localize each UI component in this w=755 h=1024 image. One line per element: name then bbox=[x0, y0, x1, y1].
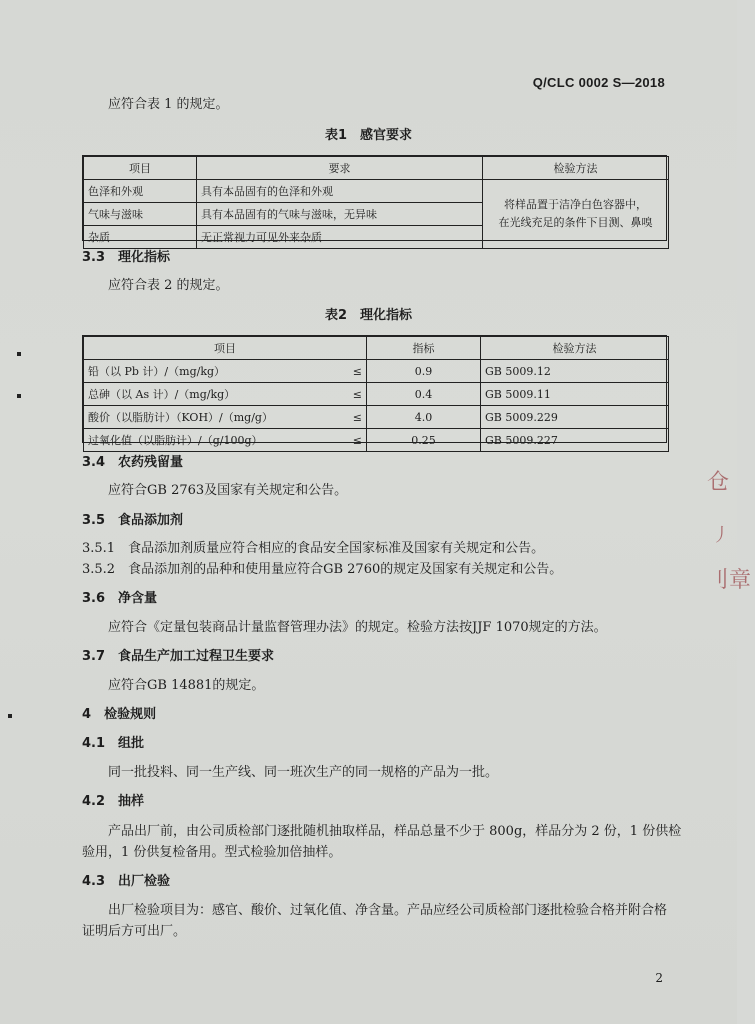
section-number: 3.3 bbox=[82, 250, 106, 265]
section-title: 组批 bbox=[118, 736, 145, 751]
section-4-2-heading bbox=[82, 792, 144, 812]
section-title: 抽样 bbox=[118, 794, 145, 809]
section-number: 4.1 bbox=[82, 736, 106, 751]
table2-row-value: 0.9 bbox=[367, 360, 481, 383]
section-3-5-heading bbox=[82, 511, 183, 531]
table2-row-item: 过氧化值（以脂肪计）/（g/100g） bbox=[84, 429, 340, 452]
table-row bbox=[84, 406, 669, 429]
section-title: 理化指标 bbox=[118, 250, 171, 265]
table-row bbox=[84, 383, 669, 406]
section-3-5-2-line bbox=[82, 560, 562, 580]
section-title: 出厂检验 bbox=[118, 874, 171, 889]
scan-mark bbox=[17, 352, 21, 356]
table1-row-item: 气味与滋味 bbox=[84, 203, 197, 226]
scan-mark bbox=[17, 394, 21, 398]
physicochemical-table-header bbox=[84, 337, 669, 360]
table1-method bbox=[483, 180, 669, 249]
table-row bbox=[84, 180, 669, 203]
table2-header-value: 指标 bbox=[367, 337, 481, 360]
section-number: 3.4 bbox=[82, 455, 106, 470]
section-3-6-text: 应符合《定量包装商品计量监督管理办法》的规定。检验方法按JJF 1070规定的方法。 bbox=[108, 620, 607, 635]
section-4-3-heading bbox=[82, 872, 170, 892]
section-number: 3.7 bbox=[82, 649, 106, 664]
physicochemical-table bbox=[82, 335, 667, 447]
subsection-text: 食品添加剂质量应符合相应的食品安全国家标准及国家有关规定和公告。 bbox=[128, 541, 545, 556]
table1-title: 表1 感官要求 bbox=[324, 128, 413, 143]
sensory-table bbox=[82, 155, 667, 244]
red-seal-stamp bbox=[707, 470, 755, 615]
table1-row-requirement: 具有本品固有的气味与滋味，无异味 bbox=[197, 203, 483, 226]
table2-row-value: 4.0 bbox=[367, 406, 481, 429]
table2-row-method: GB 5009.229 bbox=[481, 406, 669, 429]
table2-title: 表2 理化指标 bbox=[324, 308, 413, 323]
seal-char-2: 丿 bbox=[712, 525, 730, 546]
section-number: 3.5 bbox=[82, 513, 106, 528]
page-number: 2 bbox=[655, 971, 663, 985]
table2-row-symbol: ≤ bbox=[340, 406, 367, 429]
section-number: 4.2 bbox=[82, 794, 106, 809]
table1-row-requirement: 具有本品固有的色泽和外观 bbox=[197, 180, 483, 203]
section-3-3-heading bbox=[82, 248, 170, 268]
section-4-1-text: 同一批投料、同一生产线、同一班次生产的同一规格的产品为一批。 bbox=[108, 765, 499, 780]
section-4-3-line1: 出厂检验项目为：感官、酸价、过氧化值、净含量。产品应经公司质检部门逐批检验合格并附合格 bbox=[108, 903, 668, 918]
table2-row-method: GB 5009.227 bbox=[481, 429, 669, 452]
subsection-number: 3.5.1 bbox=[82, 541, 116, 556]
subsection-text: 食品添加剂的品种和使用量应符合GB 2760的规定及国家有关规定和公告。 bbox=[128, 562, 563, 577]
table1-header-item: 项目 bbox=[84, 157, 197, 180]
section-4-2-line1: 产品出厂前，由公司质检部门逐批随机抽取样品，样品总量不少于 800g，样品分为 2 份，1 份供检 bbox=[108, 824, 682, 839]
table2-row-symbol: ≤ bbox=[340, 383, 367, 406]
seal-char-1: 仓 bbox=[707, 470, 730, 495]
section-3-5-1-line bbox=[82, 539, 544, 559]
section-3-4-text: 应符合GB 2763及国家有关规定和公告。 bbox=[108, 483, 348, 498]
table2-row-item: 酸价（以脂肪计）（KOH）/（mg/g） bbox=[84, 406, 340, 429]
section-title: 检验规则 bbox=[104, 707, 157, 722]
section-4-2-line2: 验用，1 份供复检备用。型式检验加倍抽样。 bbox=[82, 845, 342, 860]
scan-mark bbox=[8, 714, 12, 718]
table2-row-value: 0.25 bbox=[367, 429, 481, 452]
table2-header-item: 项目 bbox=[84, 337, 367, 360]
section-3-7-text: 应符合GB 14881的规定。 bbox=[108, 678, 265, 693]
seal-char-3: 刂章 bbox=[707, 568, 752, 593]
section-number: 3.6 bbox=[82, 591, 106, 606]
table-row bbox=[84, 360, 669, 383]
table1-method-line1: 将样品置于洁净白色容器中， bbox=[504, 198, 647, 211]
table2-row-symbol: ≤ bbox=[340, 429, 367, 452]
table1-method-line2: 在光线充足的条件下目测、鼻嗅 bbox=[498, 216, 653, 229]
table2-row-item: 总砷（以 As 计）/（mg/kg） bbox=[84, 383, 340, 406]
section-title: 净含量 bbox=[118, 591, 158, 606]
section-4-heading bbox=[82, 705, 156, 725]
table1-row-item: 色泽和外观 bbox=[84, 180, 197, 203]
table2-row-method: GB 5009.11 bbox=[481, 383, 669, 406]
section-title: 农药残留量 bbox=[118, 455, 184, 470]
table2-row-value: 0.4 bbox=[367, 383, 481, 406]
section-title: 食品生产加工过程卫生要求 bbox=[118, 649, 275, 664]
section-3-3-text: 应符合表 2 的规定。 bbox=[108, 278, 229, 293]
document-code: Q/CLC 0002 S—2018 bbox=[532, 75, 665, 90]
section-3-7-heading bbox=[82, 647, 274, 667]
sensory-table-header bbox=[84, 157, 669, 180]
table2-row-symbol: ≤ bbox=[340, 360, 367, 383]
table1-header-requirement: 要求 bbox=[197, 157, 483, 180]
table2-row-method: GB 5009.12 bbox=[481, 360, 669, 383]
section-title: 食品添加剂 bbox=[118, 513, 184, 528]
table1-row-requirement: 无正常视力可见外来杂质 bbox=[197, 226, 483, 249]
section-number: 4.3 bbox=[82, 874, 106, 889]
table-row bbox=[84, 429, 669, 452]
section-3-4-heading bbox=[82, 453, 183, 473]
table2-header-method: 检验方法 bbox=[481, 337, 669, 360]
table1-row-item: 杂质 bbox=[84, 226, 197, 249]
section-3-6-heading bbox=[82, 589, 157, 609]
table2-row-item: 铅（以 Pb 计）/（mg/kg） bbox=[84, 360, 340, 383]
intro-text: 应符合表 1 的规定。 bbox=[108, 97, 229, 112]
table1-header-method: 检验方法 bbox=[483, 157, 669, 180]
subsection-number: 3.5.2 bbox=[82, 562, 116, 577]
section-4-3-line2: 证明后方可出厂。 bbox=[82, 924, 187, 939]
section-number: 4 bbox=[82, 707, 92, 722]
section-4-1-heading bbox=[82, 734, 144, 754]
